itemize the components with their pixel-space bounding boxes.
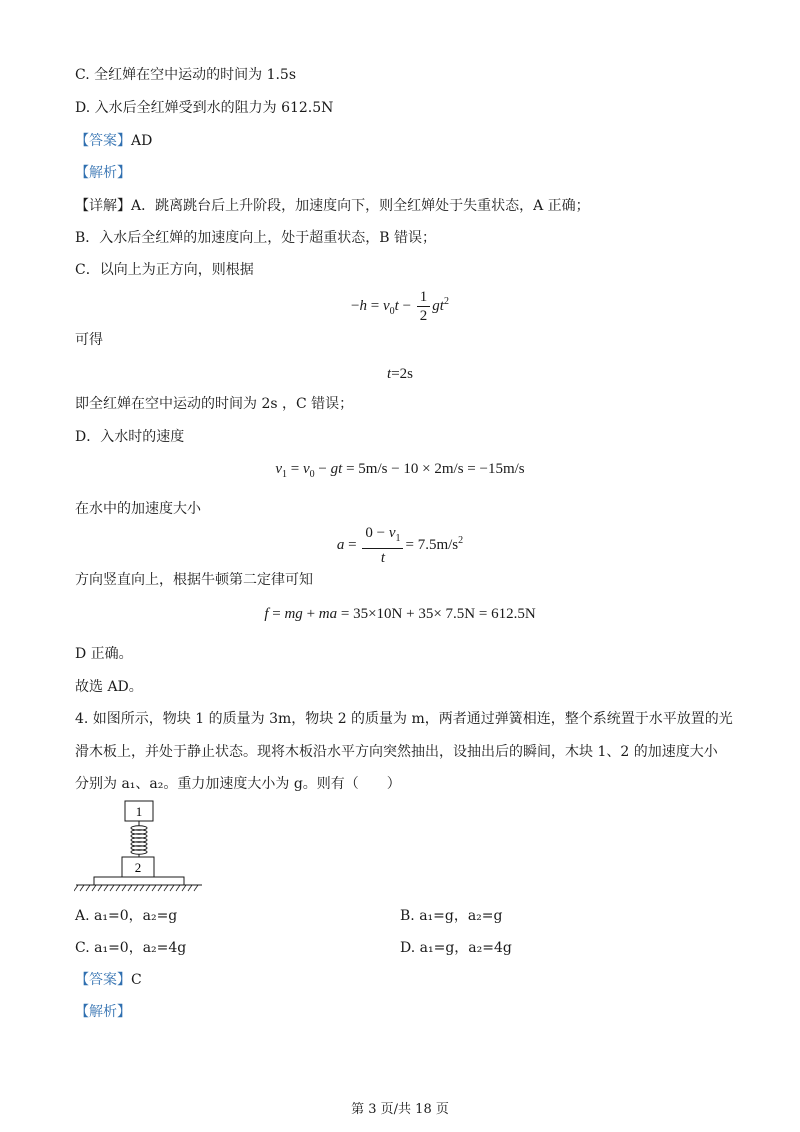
answer-value: AD <box>131 133 153 149</box>
v1-eq-text: = 5m/s − 10 × 2m/s = −15m/s <box>346 461 525 477</box>
result-t-value: =2s <box>391 366 413 382</box>
answer-tag: 【答案】 <box>75 133 131 149</box>
detail-tag: 【详解】 <box>75 198 131 214</box>
q4-analysis-tag: 【解析】 <box>75 1004 131 1020</box>
q4-line2: 滑木板上，并处于静止状态。现将木板沿水平方向突然抽出，设抽出后的瞬间，木块 1、2 的加速度大小 <box>75 744 718 760</box>
d-correct: D 正确。 <box>75 646 133 662</box>
can-get: 可得 <box>75 332 103 348</box>
q4-answer <box>75 970 142 990</box>
direction-text: 方向竖直向上，根据牛顿第二定律可知 <box>75 572 313 588</box>
prev-answer <box>75 131 152 151</box>
detail-c: C．以向上为正方向，则根据 <box>75 262 254 278</box>
q4-line3: 分别为 a₁、a₂。重力加速度大小为 g。则有（ ） <box>75 776 401 792</box>
spring-block-diagram <box>74 798 204 896</box>
option-b[interactable]: B. a₁=g，a₂=g <box>400 908 503 924</box>
q4-line1: 4. 如图所示，物块 1 的质量为 3m，物块 2 的质量为 m，两者通过弹簧相连，整个系统置于水平放置的光 <box>75 711 733 727</box>
board <box>94 877 184 885</box>
detail-d: D．入水时的速度 <box>75 429 185 445</box>
prev-option-d: D. 入水后全红婵受到水的阻力为 612.5N <box>75 100 334 116</box>
detail-a <box>75 196 590 216</box>
time-text: 即全红婵在空中运动的时间为 2s ，C 错误； <box>75 396 354 412</box>
choose: 故选 AD。 <box>75 679 143 695</box>
equation-v1: $v_1 = v_0$ − gt = 5m/s − 10 × 2m/s = −15m/s <box>275 461 525 480</box>
q4-answer-tag: 【答案】 <box>75 972 131 988</box>
a-result: = 7.5m/s <box>405 536 459 553</box>
block-2-label: 2 <box>134 860 142 875</box>
spring <box>131 821 147 857</box>
detail-b: B．入水后全红婵的加速度向上，处于超重状态，B 错误； <box>75 230 437 246</box>
detail-a-text: A．跳离跳台后上升阶段，加速度向下，则全红婵处于失重状态，A 正确； <box>131 198 590 214</box>
option-d[interactable]: D. a₁=g，a₂=4g <box>400 940 512 956</box>
prev-analysis-tag: 【解析】 <box>75 165 131 181</box>
equation-kinematics: $-h = v_0t$ − $\frac{1}{2}$ $gt^2$ <box>351 289 449 324</box>
accel-text: 在水中的加速度大小 <box>75 501 201 517</box>
result-t: t=2s <box>387 366 413 382</box>
prev-option-c: C. 全红婵在空中运动的时间为 1.5s <box>75 67 297 83</box>
equation-a: a = $\frac{0 - v_1}{t}$ = $7.5m/s^2$ <box>336 525 464 566</box>
option-a[interactable]: A. a₁=0，a₂=g <box>75 908 178 924</box>
equation-f: f = mg + ma = 35×10N + 35× 7.5N = 612.5N <box>264 606 536 622</box>
ground-hatch <box>74 885 198 891</box>
page-footer: 第 3 页/共 18 页 <box>351 1102 449 1117</box>
block-1-label: 1 <box>135 804 143 819</box>
option-c[interactable]: C. a₁=0，a₂=4g <box>75 940 187 956</box>
f-eq-text: = 35×10N + 35× 7.5N = 612.5N <box>340 606 536 622</box>
q4-answer-value: C <box>131 972 142 988</box>
